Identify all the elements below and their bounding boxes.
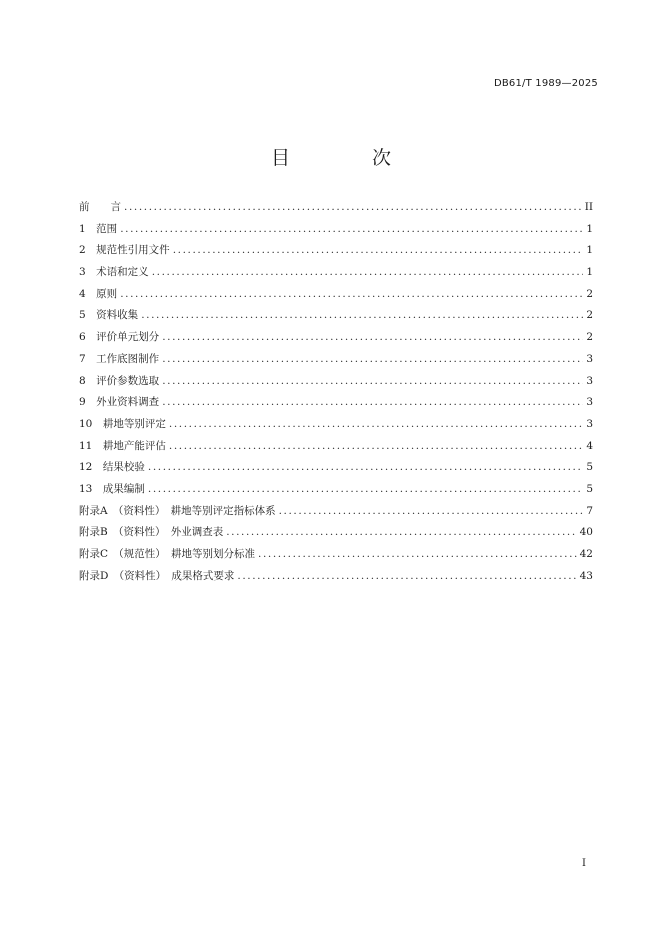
toc-entry-page: 3 [586,396,593,409]
toc-dot-leader [162,349,583,371]
toc-entry[interactable] [79,479,593,501]
toc-entry-label: 10 耕地等别评定 [79,417,166,430]
toc-dot-leader [124,197,582,219]
toc-entry-page: 1 [586,266,593,279]
toc-entry[interactable] [79,349,593,371]
toc-entry-page: 43 [579,569,593,582]
toc-dot-leader [120,219,583,241]
toc-entry-page: 2 [586,309,593,322]
toc-entry-page: 5 [586,461,593,474]
toc-dot-leader [141,305,583,327]
toc-dot-leader [148,457,583,479]
toc-entry[interactable] [79,284,593,306]
page-title: 目 次 [270,147,430,169]
toc-entry[interactable] [79,219,593,241]
toc-entry[interactable] [79,197,593,219]
toc-dot-leader [120,284,583,306]
toc-dot-leader [152,262,584,284]
toc-entry-label: 12 结果校验 [79,461,145,474]
toc-dot-leader [162,327,583,349]
toc-entry-label: 13 成果编制 [79,482,145,495]
toc-entry-page: 42 [579,548,593,560]
toc-entry-label: 6 评价单元划分 [79,331,160,344]
toc-entry[interactable] [79,327,593,349]
toc-entry-page: 7 [586,504,593,517]
toc-entry-label: 附录D （资料性） 成果格式要求 [79,569,235,582]
toc-entry-page: 2 [586,287,593,300]
toc-dot-leader [162,392,583,414]
toc-entry-label: 前 言 [79,201,121,213]
toc-entry-label: 附录B （资料性） 外业调查表 [79,526,224,539]
document-code: DB61/T 1989—2025 [493,78,598,89]
toc-entry-page: 3 [586,374,593,387]
toc-dot-leader [279,501,584,523]
toc-dot-leader [162,371,583,393]
toc-entry[interactable] [79,566,593,588]
toc-entry-page: 4 [586,439,593,452]
toc-entry-page: 3 [586,352,593,365]
toc-entry-page: 3 [586,417,593,430]
toc-entry-label: 11 耕地产能评估 [79,439,166,452]
toc-entry-page: 5 [586,482,593,495]
toc-entry-label: 4 原则 [79,287,118,300]
toc-dot-leader [169,436,583,458]
toc-entry[interactable] [79,305,593,327]
toc-entry-label: 附录C （规范性） 耕地等别划分标准 [79,548,256,560]
toc-dot-leader [148,479,583,501]
page-number: I [582,858,586,869]
toc-entry-page: 2 [586,331,593,344]
toc-dot-leader [258,544,577,566]
toc-dot-leader [237,566,576,588]
toc-dot-leader [173,240,584,262]
toc-entry[interactable] [79,457,593,479]
toc-entry[interactable] [79,262,593,284]
toc-entry-label: 1 范围 [79,222,118,235]
toc-entry-label: 2 规范性引用文件 [79,244,170,257]
toc-entry[interactable] [79,371,593,393]
table-of-contents [79,197,593,587]
toc-entry[interactable] [79,522,593,544]
toc-entry-label: 9 外业资料调查 [79,396,160,409]
toc-entry-page: 1 [586,244,593,257]
toc-entry-label: 7 工作底图制作 [79,352,160,365]
toc-entry-label: 3 术语和定义 [79,266,149,279]
toc-entry-page: 1 [586,222,593,235]
toc-entry[interactable] [79,392,593,414]
toc-dot-leader [226,522,576,544]
toc-entry-label: 8 评价参数选取 [79,374,160,387]
toc-entry[interactable] [79,414,593,436]
toc-entry[interactable] [79,240,593,262]
toc-entry[interactable] [79,436,593,458]
toc-dot-leader [169,414,583,436]
toc-entry-label: 5 资料收集 [79,309,139,322]
toc-entry-label: 附录A （资料性） 耕地等别评定指标体系 [79,504,276,517]
toc-entry-page: 40 [579,526,593,539]
toc-entry[interactable] [79,501,593,523]
toc-entry-page: II [584,201,593,213]
toc-entry[interactable] [79,544,593,566]
